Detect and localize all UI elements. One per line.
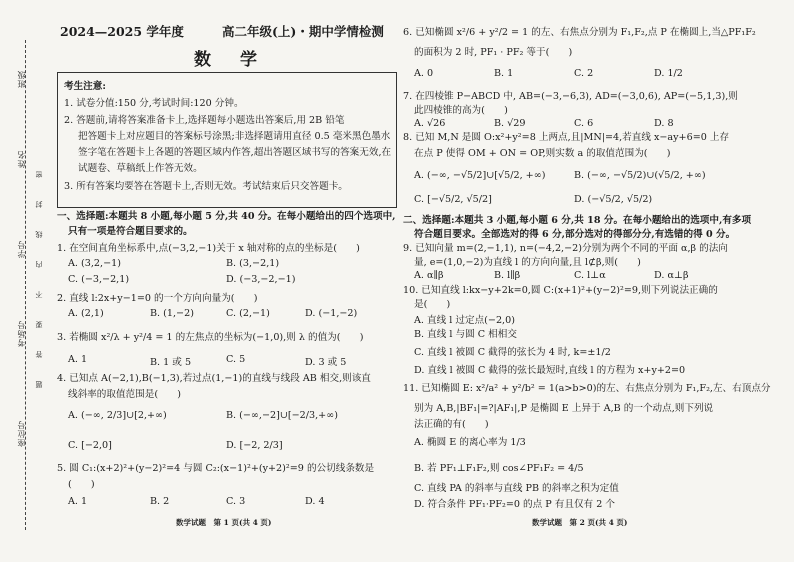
q10-option-a: A. 直线 l 过定点(−2,0) [414, 315, 515, 326]
q5-option-a: A. 1 [68, 496, 88, 507]
q1-stem: 1. 在空间直角坐标系中,点(−3,2,−1)关于 x 轴对称的点的坐标是( ) [57, 243, 360, 254]
q8-option-c: C. [−√5/2, √5/2] [414, 194, 492, 205]
seal-line [25, 40, 26, 530]
q9-option-b: B. l∥β [494, 270, 521, 281]
q4-option-d: D. [−2, 2/3] [226, 440, 283, 451]
sidebar-label-id: 学号 [17, 240, 26, 258]
q6-option-c: C. 2 [574, 68, 594, 79]
q6-stem2: 的面积为 2 时, PF₁ · PF₂ 等于( ) [414, 47, 573, 58]
q6-option-a: A. 0 [414, 68, 434, 79]
q6-option-d: D. 1/2 [654, 68, 683, 79]
q10-stem2: 是( ) [414, 299, 451, 310]
q1-option-a: A. (3,2,−1) [68, 258, 121, 269]
q7-option-d: D. 8 [654, 118, 674, 129]
seal-char: 不 [35, 290, 43, 298]
q5-option-d: D. 4 [305, 496, 325, 507]
q7-option-b: B. √29 [494, 118, 526, 129]
notes-item: 签字笔在答题卡上各题的答题区域内作答,超出答题区域书写的答案无效,在 [78, 147, 392, 158]
notes-item: 2. 答题前,请将答案准备卡上,选择题每小题选出答案后,用 2B 铅笔 [64, 115, 345, 126]
q7-option-c: C. 6 [574, 118, 594, 129]
seal-char: 线 [35, 230, 43, 238]
q2-option-c: C. (2,−1) [226, 308, 270, 319]
binding-sidebar [0, 0, 43, 562]
notes-item: 把答题卡上对应题目的答案标号涂黑;非选择题请用直径 0.5 毫米黑色墨水 [78, 131, 391, 142]
sidebar-label-class: 班级 [17, 70, 26, 88]
seal-char: 密 [35, 170, 43, 178]
q11-stem: 11. 已知椭圆 E: x²/a² + y²/b² = 1(a>b>0)的左、右焦点分别为 F₁,F₂,左、右顶点分 [403, 383, 771, 394]
q11-stem2: 别为 A,B,|BF₁|=?|AF₁|,P 是椭圆 E 上异于 A,B 的一个动点,则下列说 [414, 403, 714, 414]
notes-item: 3. 所有答案均要答在答题卡上,否则无效。考试结束后只交答题卡。 [64, 181, 348, 192]
section1-title2: 只有一项是符合题目要求的。 [68, 226, 193, 237]
q11-option-c: C. 直线 PA 的斜率与直线 PB 的斜率之积为定值 [414, 483, 619, 494]
q11-option-b: B. 若 PF₁⊥F₁F₂,则 cos∠PF₁F₂ = 4/5 [414, 463, 584, 474]
q1-option-c: C. (−3,−2,1) [68, 274, 130, 285]
q9-stem: 9. 已知向量 m=(2,−1,1), n=(−4,2,−2)分别为两个不同的平面 α,β 的法向 [403, 243, 728, 254]
q11-stem3: 法正确的有( ) [414, 419, 489, 430]
q8-option-b: B. (−∞, −√5/2)∪(√5/2, +∞) [574, 170, 706, 181]
seal-char: 封 [35, 200, 43, 208]
q4-option-a: A. (−∞, 2/3]∪[2,+∞) [68, 410, 167, 421]
q9-option-c: C. l⊥α [574, 270, 606, 281]
q7-stem2: 此四棱锥的高为( ) [414, 105, 508, 116]
q10-stem: 10. 已知直线 l:kx−y+2k=0,圆 C:(x+1)²+(y−2)²=9,则下列说法正确的 [403, 285, 718, 296]
q4-stem: 4. 已知点 A(−2,1),B(−1,3),若过点(1,−1)的直线与线段 AB 相交,则该直 [57, 373, 371, 384]
seal-char: 答 [35, 350, 43, 358]
q3-option-c: C. 5 [226, 354, 246, 365]
sidebar-label-name: 姓名 [17, 150, 26, 168]
q10-option-c: C. 直线 l 被圆 C 截得的弦长为 4 时, k=±1/2 [414, 347, 611, 358]
q5-option-c: C. 3 [226, 496, 246, 507]
q2-stem: 2. 直线 l:2x+y−1=0 的一个方向向量为( ) [57, 293, 258, 304]
q4-option-b: B. (−∞,−2]∪[−2/3,+∞) [226, 410, 338, 421]
q4-option-c: C. [−2,0] [68, 440, 112, 451]
q3-option-b: B. 1 或 5 [150, 357, 192, 368]
q9-stem2: 量, e=(1,0,−2)为直线 l 的方向向量,且 l⊄β,则( ) [414, 257, 641, 268]
header-year: 2024—2025 学年度 [60, 24, 184, 39]
section1-title: 一、选择题:本题共 8 小题,每小题 5 分,共 40 分。在每小题给出的四个选项中, [57, 211, 396, 222]
q8-option-a: A. (−∞, −√5/2]∪[√5/2, +∞) [414, 170, 546, 181]
q7-stem: 7. 在四棱锥 P−ABCD 中, AB=(−3,−6,3), AD=(−3,0,6), AP=(−5,1,3),则 [403, 91, 738, 102]
q3-stem: 3. 若椭圆 x²/λ + y²/4 = 1 的左焦点的坐标为(−1,0),则 λ 的值为( ) [57, 332, 364, 343]
q3-option-a: A. 1 [68, 354, 88, 365]
q7-option-a: A. √26 [414, 118, 446, 129]
q2-option-a: A. (2,1) [68, 308, 104, 319]
notes-title: 考生注意: [64, 81, 106, 92]
page-title: 数 学 [194, 50, 263, 70]
section2-title2: 符合题目要求。全部选对的得 6 分,部分选对的得部分分,有选错的得 0 分。 [414, 229, 736, 240]
section2-title: 二、选择题:本题共 3 小题,每小题 6 分,共 18 分。在每小题给出的选项中,有多项 [403, 215, 752, 226]
q5-stem2: ( ) [68, 479, 95, 490]
q8-stem: 8. 已知 M,N 是圆 O:x²+y²=8 上两点,且|MN|=4,若直线 x−ay+6=0 上存 [403, 132, 730, 143]
q2-option-b: B. (1,−2) [150, 308, 194, 319]
notes-item: 1. 试卷分值:150 分,考试时间:120 分钟。 [64, 98, 244, 109]
footer-left: 数学试题 第 1 页(共 4 页) [176, 518, 272, 527]
sidebar-label-seat: 座位号 [17, 420, 26, 447]
q8-option-d: D. (−√5/2, √5/2) [574, 194, 653, 205]
q8-stem2: 在点 P 使得 OM + ON = OP,则实数 a 的取值范围为( ) [414, 148, 671, 159]
q11-option-d: D. 符合条件 PF₁·PF₂=0 的点 P 有且仅有 2 个 [414, 499, 615, 510]
q10-option-d: D. 直线 l 被圆 C 截得的弦长最短时,直线 l 的方程为 x+y+2=0 [414, 365, 686, 376]
seal-char: 要 [35, 320, 43, 328]
q1-option-d: D. (−3,−2,−1) [226, 274, 296, 285]
q11-option-a: A. 椭圆 E 的离心率为 1/3 [414, 437, 526, 448]
footer-right: 数学试题 第 2 页(共 4 页) [532, 518, 628, 527]
q1-option-b: B. (3,−2,1) [226, 258, 280, 269]
q3-option-d: D. 3 或 5 [305, 357, 347, 368]
q5-stem: 5. 圆 C₁:(x+2)²+(y−2)²=4 与圆 C₂:(x−1)²+(y+2)²=9 的公切线条数是 [57, 463, 375, 474]
q4-stem2: 线斜率的取值范围是( ) [68, 389, 182, 400]
q9-option-d: D. α⊥β [654, 270, 689, 281]
q9-option-a: A. α∥β [414, 270, 444, 281]
q5-option-b: B. 2 [150, 496, 170, 507]
sidebar-label-room: 考场号 [17, 320, 26, 347]
q10-option-b: B. 直线 l 与圆 C 相相交 [414, 329, 517, 340]
notes-item: 试题卷、草稿纸上作答无效。 [78, 163, 203, 174]
q6-option-b: B. 1 [494, 68, 514, 79]
seal-char: 题 [35, 380, 43, 388]
seal-char: 内 [35, 260, 43, 268]
q2-option-d: D. (−1,−2) [305, 308, 358, 319]
header-exam: 高二年级(上)・期中学情检测 [222, 24, 384, 39]
q6-stem: 6. 已知椭圆 x²/6 + y²/2 = 1 的左、右焦点分别为 F₁,F₂,点 P 在椭圆上,当△PF₁F₂ [403, 27, 756, 38]
